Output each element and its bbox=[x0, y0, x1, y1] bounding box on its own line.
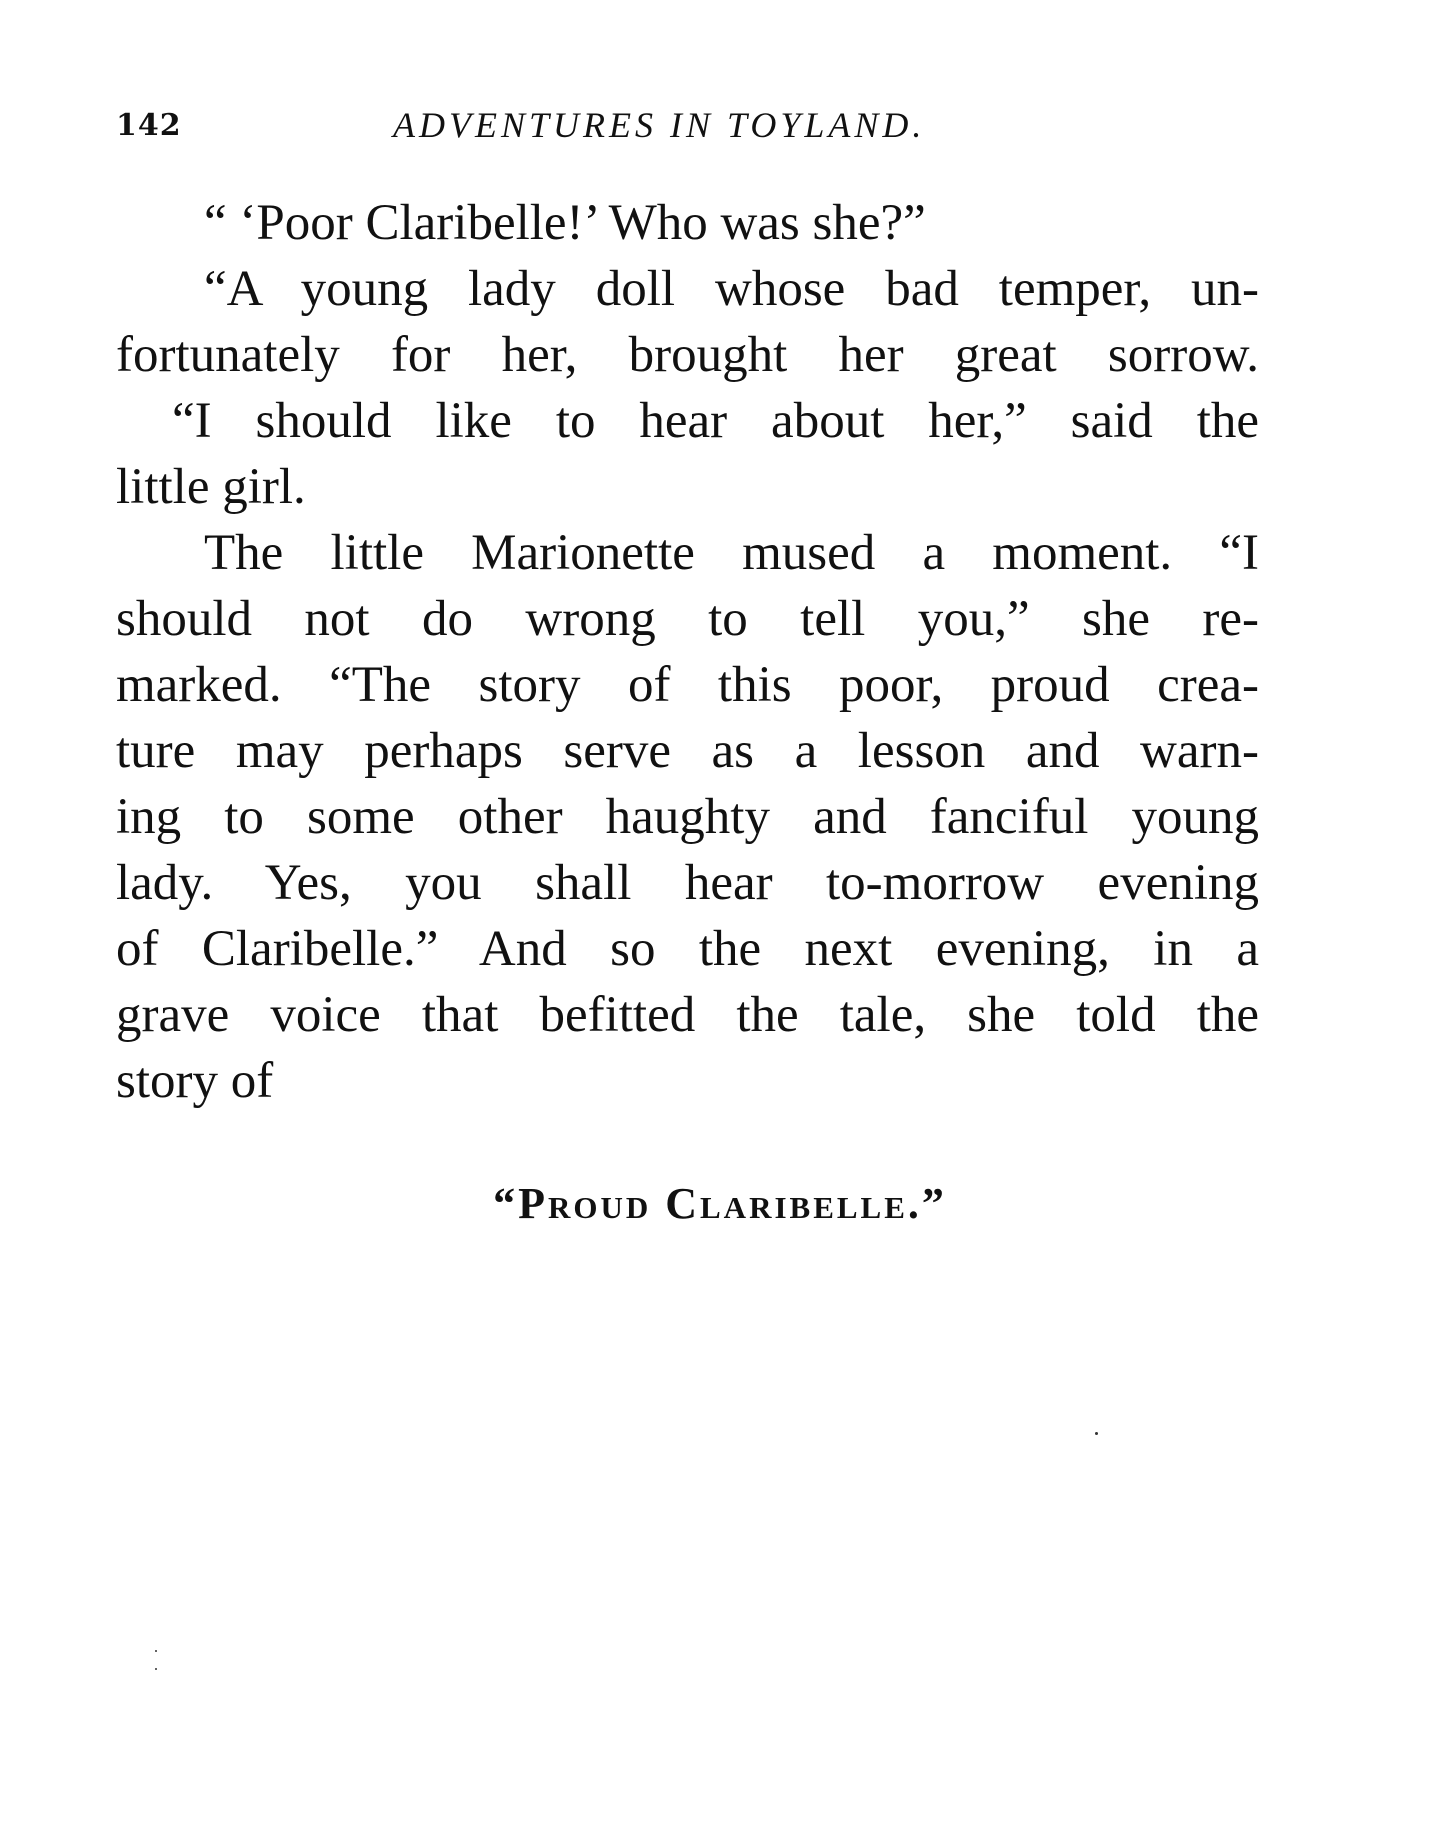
running-title: ADVENTURES IN TOYLAND. bbox=[393, 105, 926, 145]
print-speck bbox=[1095, 1432, 1098, 1435]
running-head bbox=[116, 104, 1256, 154]
text-line: ing to some other haughty and fanciful young bbox=[116, 789, 1259, 845]
print-speck bbox=[155, 1650, 157, 1652]
text-line: ture may perhaps serve as a lesson and warn- bbox=[116, 723, 1259, 779]
text-line: marked. “The story of this poor, proud crea- bbox=[116, 657, 1259, 713]
text-line: The little Marionette mused a moment. “I bbox=[204, 525, 1259, 581]
text-line: lady. Yes, you shall hear to-morrow evening bbox=[116, 855, 1259, 911]
text-line: “ ‘Poor Claribelle!’ Who was she?” bbox=[204, 195, 926, 251]
text-line: of Claribelle.” And so the next evening, in a bbox=[116, 921, 1259, 977]
text-line: “A young lady doll whose bad temper, un- bbox=[204, 261, 1259, 317]
text-line: “I should like to hear about her,” said the bbox=[172, 393, 1259, 449]
text-line: little girl. bbox=[116, 459, 306, 515]
text-line: grave voice that befitted the tale, she told the bbox=[116, 987, 1259, 1043]
text-line: fortunately for her, brought her great sorrow. bbox=[116, 327, 1259, 383]
print-speck bbox=[155, 1668, 157, 1670]
text-line: should not do wrong to tell you,” she re- bbox=[116, 591, 1259, 647]
story-title: “Proud Claribelle.” bbox=[493, 1179, 947, 1228]
body-text bbox=[116, 190, 1259, 1114]
text-line: story of bbox=[116, 1053, 274, 1109]
page-number: 142 bbox=[116, 108, 182, 143]
